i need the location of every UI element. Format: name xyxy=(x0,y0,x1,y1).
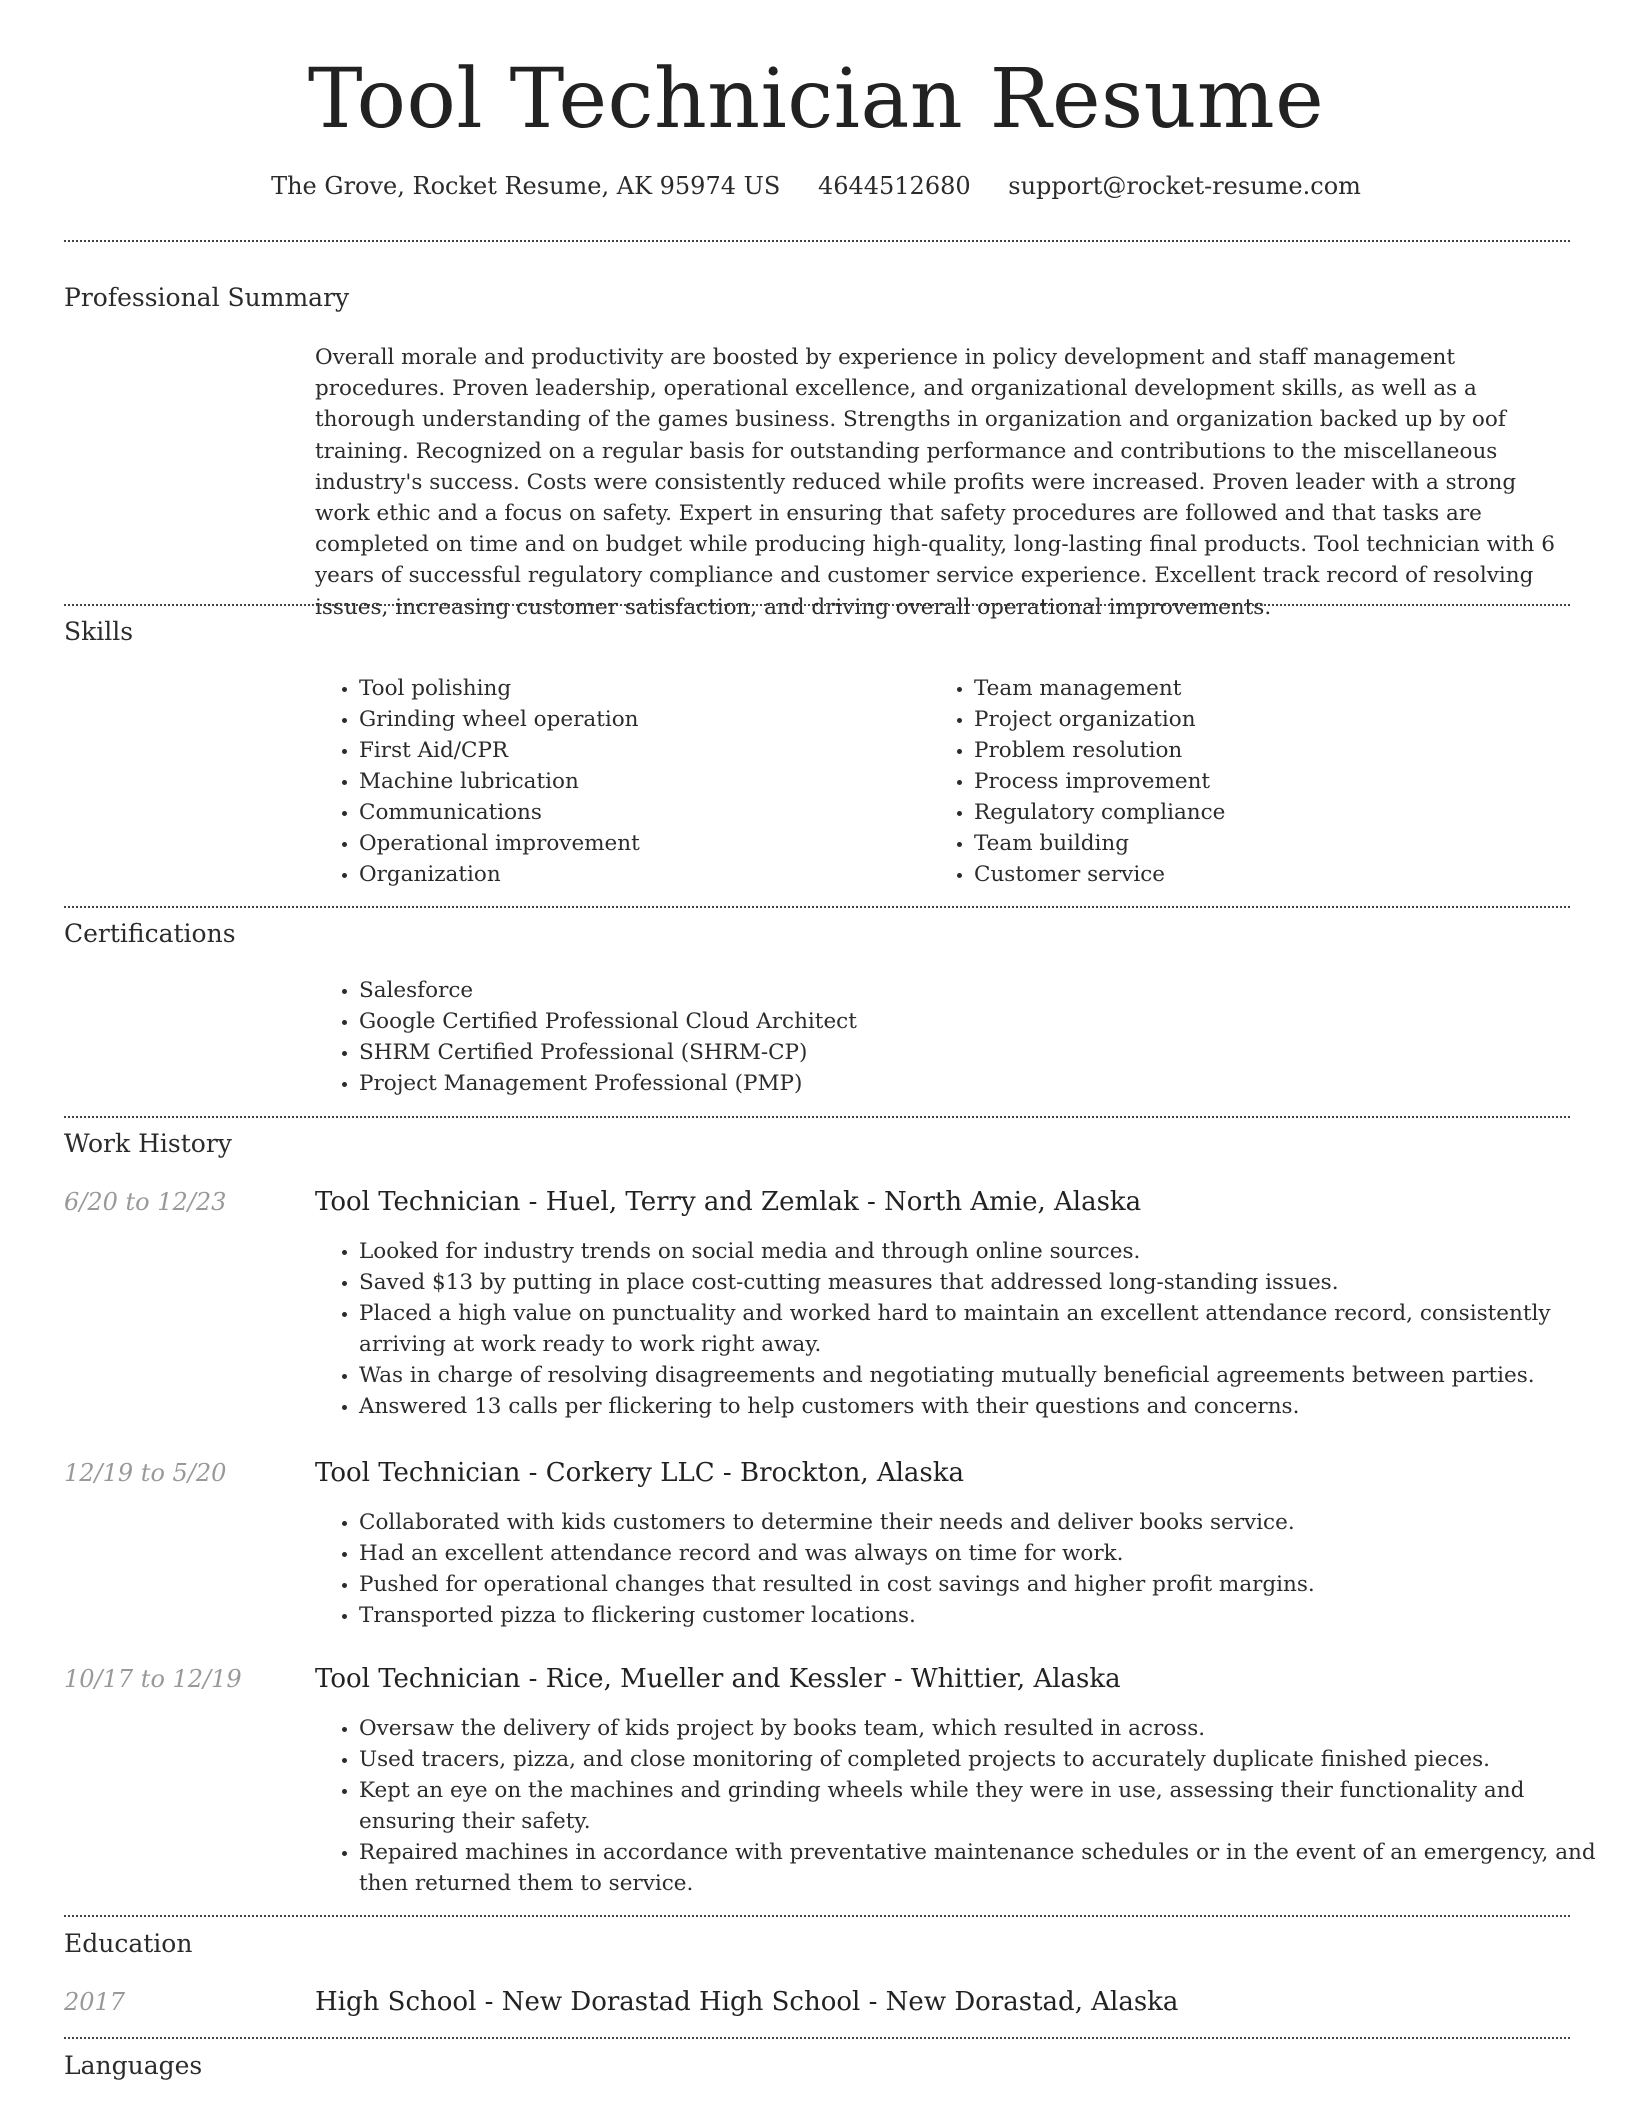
skill-item: • Grinding wheel operation xyxy=(359,704,919,735)
job-dates: 10/17 to 12/19 xyxy=(64,1665,242,1693)
skill-item: • Team building xyxy=(974,828,1574,859)
job-bullets xyxy=(315,1236,1599,1422)
contact-address: The Grove, Rocket Resume, AK 95974 US xyxy=(271,172,781,200)
job-bullet: • Repaired machines in accordance with preventative maintenance schedules or in the event of an emergency, and then returned them to service. xyxy=(359,1837,1599,1899)
job-bullets xyxy=(315,1507,1599,1631)
job-title: Tool Technician - Huel, Terry and Zemlak - North Amie, Alaska xyxy=(315,1187,1142,1217)
certification-item: • Project Management Professional (PMP) xyxy=(359,1068,1559,1099)
skills-list-left xyxy=(315,673,919,890)
contact-email: support@rocket-resume.com xyxy=(1008,172,1361,200)
contact-line xyxy=(0,170,1632,202)
job-bullet: • Collaborated with kids customers to determine their needs and deliver books service. xyxy=(359,1507,1599,1538)
job-dates: 12/19 to 5/20 xyxy=(64,1459,227,1487)
divider xyxy=(64,604,1570,606)
job-bullet: • Answered 13 calls per flickering to help customers with their questions and concerns. xyxy=(359,1391,1599,1422)
job-bullet: • Used tracers, pizza, and close monitoring of completed projects to accurately duplicate finished pieces. xyxy=(359,1744,1599,1775)
contact-phone: 4644512680 xyxy=(817,172,971,200)
job-bullet: • Pushed for operational changes that resulted in cost savings and higher profit margins. xyxy=(359,1569,1599,1600)
job-bullets xyxy=(315,1713,1599,1899)
job-bullet: • Was in charge of resolving disagreements and negotiating mutually beneficial agreements between parties. xyxy=(359,1360,1599,1391)
job-dates: 6/20 to 12/23 xyxy=(64,1188,227,1216)
certifications-list xyxy=(315,975,1559,1099)
divider xyxy=(64,240,1570,242)
job-bullet: • Kept an eye on the machines and grinding wheels while they were in use, assessing their functionality and ensuring their safety. xyxy=(359,1775,1599,1837)
education-year: 2017 xyxy=(64,1988,126,2016)
skill-item: • Communications xyxy=(359,797,919,828)
skill-item: • Process improvement xyxy=(974,766,1574,797)
skill-item: • Regulatory compliance xyxy=(974,797,1574,828)
section-title-work-history: Work History xyxy=(64,1129,232,1158)
resume-title: Tool Technician Resume xyxy=(307,52,1325,147)
job-bullet: • Had an excellent attendance record and was always on time for work. xyxy=(359,1538,1599,1569)
skill-item: • First Aid/CPR xyxy=(359,735,919,766)
section-title-certifications: Certifications xyxy=(64,919,236,948)
skill-item: • Machine lubrication xyxy=(359,766,919,797)
skill-item: • Tool polishing xyxy=(359,673,919,704)
summary-text: Overall morale and productivity are boosted by experience in policy development and staff management procedures. Proven leadership, operational excellence, and organizational development skills, as well as a thorough understanding of the games business. Strengths in organization and organization backed up by oof training. Recognized on a regular basis for outstanding performance and contributions to the miscellaneous industry's success. Costs were consistently reduced while profits were increased. Proven leader with a strong work ethic and a focus on safety. Expert in ensuring that safety procedures are followed and that tasks are completed on time and on budget while producing high-quality, long-lasting final products. Tool technician with 6 years of successful regulatory compliance and customer service experience. Excellent track record of resolving issues, increasing customer satisfaction, and driving overall operational improvements. xyxy=(315,345,1555,620)
section-title-summary: Professional Summary xyxy=(64,283,350,312)
job-title: Tool Technician - Rice, Mueller and Kessler - Whittier, Alaska xyxy=(315,1664,1121,1694)
skill-item: • Project organization xyxy=(974,704,1574,735)
job-bullet: • Saved $13 by putting in place cost-cutting measures that addressed long-standing issues. xyxy=(359,1267,1599,1298)
job-bullet: • Oversaw the delivery of kids project by books team, which resulted in across. xyxy=(359,1713,1599,1744)
job-bullet: • Looked for industry trends on social media and through online sources. xyxy=(359,1236,1599,1267)
section-title-skills: Skills xyxy=(64,617,134,646)
job-title: Tool Technician - Corkery LLC - Brockton, Alaska xyxy=(315,1458,965,1488)
section-title-education: Education xyxy=(64,1929,193,1958)
skill-item: • Customer service xyxy=(974,859,1574,890)
certification-item: • SHRM Certified Professional (SHRM-CP) xyxy=(359,1037,1559,1068)
skill-item: • Operational improvement xyxy=(359,828,919,859)
divider xyxy=(64,2037,1570,2039)
skill-item: • Organization xyxy=(359,859,919,890)
divider xyxy=(64,1116,1570,1118)
skill-item: • Team management xyxy=(974,673,1574,704)
job-bullet: • Transported pizza to flickering customer locations. xyxy=(359,1600,1599,1631)
certification-item: • Google Certified Professional Cloud Architect xyxy=(359,1006,1559,1037)
divider xyxy=(64,906,1570,908)
skills-list-right xyxy=(930,673,1574,890)
divider xyxy=(64,1915,1570,1917)
job-bullet: • Placed a high value on punctuality and worked hard to maintain an excellent attendance record, consistently arriving at work ready to work right away. xyxy=(359,1298,1599,1360)
education-entry: High School - New Dorastad High School - New Dorastad, Alaska xyxy=(315,1987,1179,2017)
certification-item: • Salesforce xyxy=(359,975,1559,1006)
skill-item: • Problem resolution xyxy=(974,735,1574,766)
section-title-languages: Languages xyxy=(64,2051,203,2080)
